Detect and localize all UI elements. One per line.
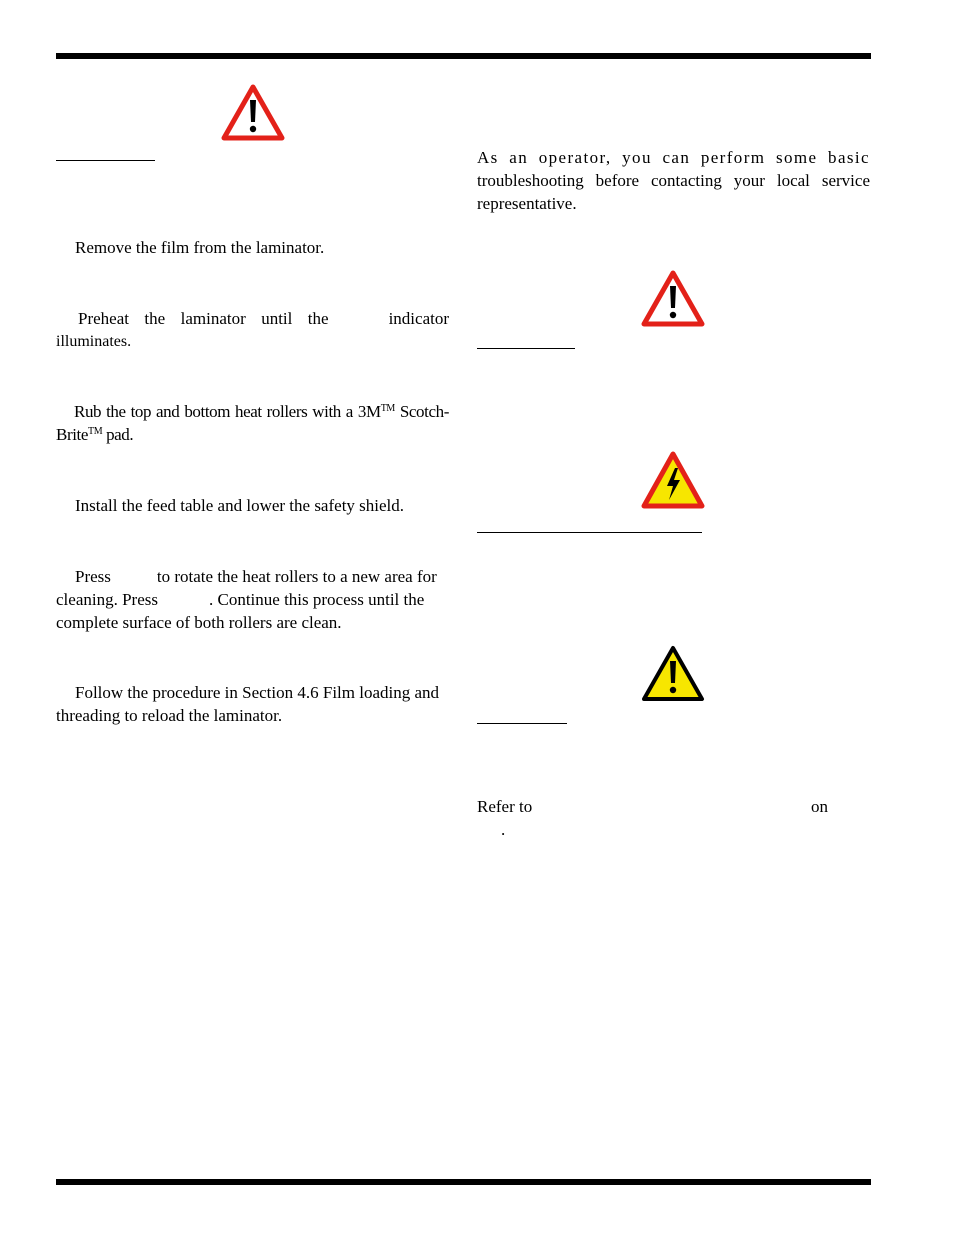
bottom-rule: [56, 1179, 871, 1185]
step-reload-film: Follow the procedure in Section 4.6 Film loading and threading to reload the laminator.: [56, 683, 440, 725]
caution-yellow-icon: [641, 645, 705, 702]
electrical-hazard-icon: [641, 451, 705, 509]
warning-heading-underline: [477, 348, 575, 349]
step-preheat: Preheat the laminator until the indicator illuminates.: [56, 309, 449, 350]
electrical-heading-underline: [477, 532, 702, 533]
warning-red-icon: [221, 84, 285, 141]
top-rule: [56, 53, 871, 59]
refer-to-text: Refer to on .: [477, 797, 828, 839]
troubleshooting-intro: As an operator, you can perform some basic troubleshooting before contacting your local service representative.: [477, 148, 870, 213]
warning-red-icon: [641, 270, 705, 327]
step-remove-film: Remove the film from the laminator.: [75, 238, 325, 257]
step-press-rotate: Press to rotate the heat rollers to a new area for cleaning. Press . Continue this process until the complete surface of both rollers are clean.: [56, 567, 437, 632]
step-install-feed-table: Install the feed table and lower the safety shield.: [75, 496, 405, 515]
caution-heading-underline: [477, 723, 567, 724]
warning-heading-underline: [56, 160, 155, 161]
step-rub-rollers: Rub the top and bottom heat rollers with a 3M™ Scotch- Brite™ pad.: [56, 402, 449, 444]
